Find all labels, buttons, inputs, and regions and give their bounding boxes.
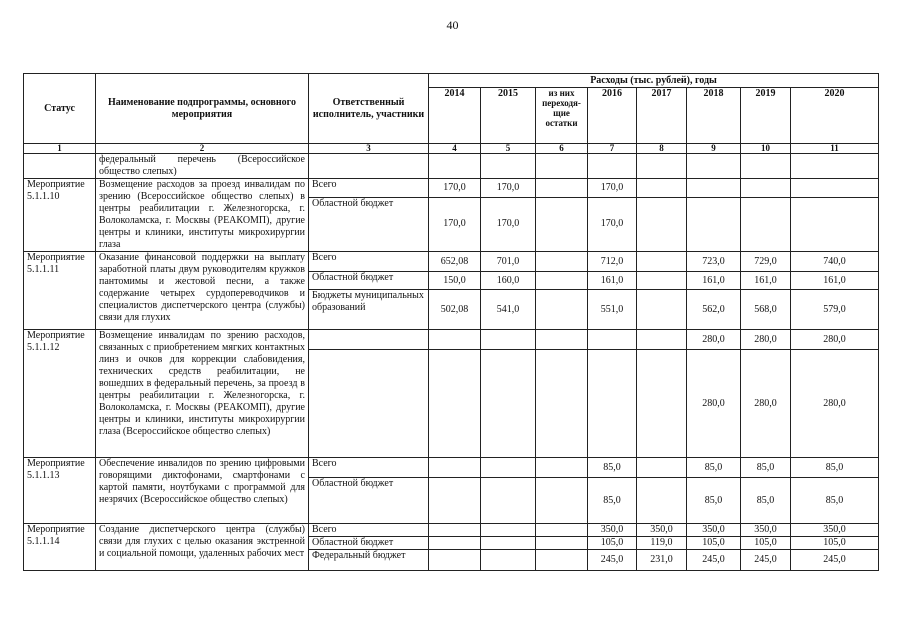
value-cell bbox=[429, 537, 481, 550]
value-cell bbox=[637, 478, 687, 524]
measure-name-cell: федеральный перечень (Всероссийское общество слепых) bbox=[96, 154, 309, 179]
header-year: 2018 bbox=[687, 88, 741, 144]
value-cell: 280,0 bbox=[791, 330, 879, 350]
value-cell bbox=[637, 458, 687, 478]
executor-cell: Областной бюджет bbox=[309, 272, 429, 290]
value-cell bbox=[481, 537, 536, 550]
table-row bbox=[24, 458, 879, 478]
value-cell: 280,0 bbox=[687, 330, 741, 350]
value-cell: 350,0 bbox=[588, 524, 637, 537]
measure-name-cell: Обеспечение инвалидов по зрению цифровыми говорящими диктофонами, смартфонами с картой памяти, ноутбуками с программой для незрячих (Всероссийское общество слепых) bbox=[96, 458, 309, 524]
value-cell: 231,0 bbox=[637, 550, 687, 571]
value-cell: 502,08 bbox=[429, 290, 481, 330]
col-number: 1 bbox=[24, 144, 96, 154]
header-name: Наименование подпрограммы, основного мероприятия bbox=[96, 74, 309, 144]
value-cell: 105,0 bbox=[588, 537, 637, 550]
value-cell: 280,0 bbox=[741, 350, 791, 458]
value-cell: 150,0 bbox=[429, 272, 481, 290]
value-cell: 105,0 bbox=[791, 537, 879, 550]
value-cell: 280,0 bbox=[791, 350, 879, 458]
col-number: 7 bbox=[588, 144, 637, 154]
header-executor: Ответственный исполнитель, участники bbox=[309, 74, 429, 144]
value-cell bbox=[429, 524, 481, 537]
value-cell: 551,0 bbox=[588, 290, 637, 330]
value-cell bbox=[637, 179, 687, 198]
header-year: 2019 bbox=[741, 88, 791, 144]
table-row bbox=[24, 154, 879, 179]
value-cell: 245,0 bbox=[588, 550, 637, 571]
expenses-table bbox=[23, 73, 879, 571]
value-cell: 740,0 bbox=[791, 252, 879, 272]
executor-cell: Всего bbox=[309, 252, 429, 272]
measure-name-cell: Оказание финансовой поддержки на выплату заработной платы двум руководителям кружков пантомимы и жестовой песни, а также содержание четырех сурдопереводчиков и специалистов диспетчерского центра (службы) связи для глухих bbox=[96, 252, 309, 330]
value-cell bbox=[429, 350, 481, 458]
value-cell bbox=[481, 550, 536, 571]
value-cell: 541,0 bbox=[481, 290, 536, 330]
value-cell: 350,0 bbox=[791, 524, 879, 537]
header-year: 2017 bbox=[637, 88, 687, 144]
executor-cell: Федеральный бюджет bbox=[309, 550, 429, 571]
value-cell bbox=[741, 154, 791, 179]
value-cell bbox=[481, 350, 536, 458]
executor-cell: Всего bbox=[309, 458, 429, 478]
col-number: 8 bbox=[637, 144, 687, 154]
value-cell bbox=[536, 252, 588, 272]
header-expenses: Расходы (тыс. рублей), годы bbox=[429, 74, 879, 88]
value-cell bbox=[791, 154, 879, 179]
value-cell bbox=[536, 290, 588, 330]
value-cell: 85,0 bbox=[791, 478, 879, 524]
value-cell bbox=[481, 524, 536, 537]
value-cell: 562,0 bbox=[687, 290, 741, 330]
executor-cell: Областной бюджет bbox=[309, 537, 429, 550]
value-cell bbox=[429, 550, 481, 571]
value-cell: 85,0 bbox=[687, 458, 741, 478]
header-year: 2020 bbox=[791, 88, 879, 144]
value-cell bbox=[637, 154, 687, 179]
value-cell bbox=[536, 350, 588, 458]
value-cell: 161,0 bbox=[791, 272, 879, 290]
value-cell bbox=[481, 154, 536, 179]
value-cell bbox=[429, 330, 481, 350]
value-cell bbox=[481, 330, 536, 350]
value-cell: 85,0 bbox=[791, 458, 879, 478]
value-cell: 85,0 bbox=[741, 478, 791, 524]
value-cell bbox=[687, 179, 741, 198]
status-cell: Мероприятие 5.1.1.13 bbox=[24, 458, 96, 524]
value-cell: 105,0 bbox=[687, 537, 741, 550]
value-cell bbox=[429, 458, 481, 478]
status-cell: Мероприятие 5.1.1.11 bbox=[24, 252, 96, 330]
value-cell bbox=[687, 197, 741, 251]
value-cell: 85,0 bbox=[588, 478, 637, 524]
table-row bbox=[24, 330, 879, 350]
value-cell bbox=[536, 330, 588, 350]
value-cell bbox=[481, 458, 536, 478]
measure-name-cell: Создание диспетчерского центра (службы) связи для глухих с целью оказания экстренной и социальной помощи, удаленных рабочих мест bbox=[96, 524, 309, 571]
measure-name-cell: Возмещение расходов за проезд инвалидам по зрению (Всероссийское общество слепых) в центры реабилитации г. Железногорска, г. Волоколамска, г. Москвы (РЕАКОМП), другие центры и клиники, институты микрохирургии глаза bbox=[96, 179, 309, 252]
status-cell: Мероприятие 5.1.1.10 bbox=[24, 179, 96, 252]
value-cell bbox=[791, 179, 879, 198]
value-cell: 85,0 bbox=[741, 458, 791, 478]
value-cell: 245,0 bbox=[791, 550, 879, 571]
value-cell bbox=[536, 537, 588, 550]
status-cell: Мероприятие 5.1.1.14 bbox=[24, 524, 96, 571]
value-cell bbox=[741, 179, 791, 198]
value-cell: 280,0 bbox=[687, 350, 741, 458]
header-year: 2015 bbox=[481, 88, 536, 144]
value-cell bbox=[429, 478, 481, 524]
table-row bbox=[24, 179, 879, 198]
value-cell bbox=[637, 272, 687, 290]
header-year: 2016 bbox=[588, 88, 637, 144]
value-cell: 85,0 bbox=[588, 458, 637, 478]
value-cell bbox=[536, 197, 588, 251]
value-cell bbox=[536, 179, 588, 198]
value-cell bbox=[536, 154, 588, 179]
value-cell: 170,0 bbox=[481, 197, 536, 251]
col-number: 2 bbox=[96, 144, 309, 154]
table-header bbox=[24, 74, 879, 154]
status-cell bbox=[24, 154, 96, 179]
value-cell: 350,0 bbox=[637, 524, 687, 537]
value-cell: 170,0 bbox=[588, 179, 637, 198]
value-cell: 245,0 bbox=[687, 550, 741, 571]
value-cell bbox=[588, 330, 637, 350]
value-cell: 701,0 bbox=[481, 252, 536, 272]
value-cell bbox=[536, 524, 588, 537]
value-cell bbox=[536, 458, 588, 478]
value-cell: 170,0 bbox=[588, 197, 637, 251]
page-number: 40 bbox=[446, 18, 459, 32]
value-cell bbox=[687, 154, 741, 179]
value-cell: 160,0 bbox=[481, 272, 536, 290]
value-cell bbox=[588, 350, 637, 458]
executor-cell: Областной бюджет bbox=[309, 478, 429, 524]
col-number: 5 bbox=[481, 144, 536, 154]
executor-cell: Всего bbox=[309, 524, 429, 537]
value-cell bbox=[481, 478, 536, 524]
value-cell bbox=[741, 197, 791, 251]
col-number: 9 bbox=[687, 144, 741, 154]
value-cell: 350,0 bbox=[687, 524, 741, 537]
value-cell bbox=[637, 252, 687, 272]
executor-cell: Областной бюджет bbox=[309, 197, 429, 251]
value-cell: 712,0 bbox=[588, 252, 637, 272]
value-cell bbox=[429, 154, 481, 179]
value-cell: 280,0 bbox=[741, 330, 791, 350]
value-cell: 170,0 bbox=[429, 197, 481, 251]
value-cell: 723,0 bbox=[687, 252, 741, 272]
executor-cell bbox=[309, 154, 429, 179]
value-cell: 579,0 bbox=[791, 290, 879, 330]
header-carryover: из них переходя-щие остатки bbox=[536, 88, 588, 144]
value-cell: 161,0 bbox=[588, 272, 637, 290]
table-row bbox=[24, 524, 879, 537]
value-cell bbox=[637, 290, 687, 330]
value-cell bbox=[637, 330, 687, 350]
value-cell: 161,0 bbox=[741, 272, 791, 290]
col-number: 4 bbox=[429, 144, 481, 154]
col-number: 10 bbox=[741, 144, 791, 154]
executor-cell bbox=[309, 330, 429, 350]
value-cell: 85,0 bbox=[687, 478, 741, 524]
status-cell: Мероприятие 5.1.1.12 bbox=[24, 330, 96, 458]
header-year: 2014 bbox=[429, 88, 481, 144]
col-number: 3 bbox=[309, 144, 429, 154]
value-cell: 245,0 bbox=[741, 550, 791, 571]
table-row bbox=[24, 252, 879, 272]
value-cell: 170,0 bbox=[481, 179, 536, 198]
value-cell: 350,0 bbox=[741, 524, 791, 537]
value-cell: 105,0 bbox=[741, 537, 791, 550]
value-cell bbox=[588, 154, 637, 179]
value-cell: 729,0 bbox=[741, 252, 791, 272]
value-cell bbox=[536, 478, 588, 524]
col-number: 11 bbox=[791, 144, 879, 154]
measure-name-cell: Возмещение инвалидам по зрению расходов, связанных с приобретением мягких контактных линз и очков для коррекции слабовидения, технических средств реабилитации, не вошедших в федеральный перечень, за проезд в центры реабилитации г. Железногорска, г. Волоколамска, г. Москвы (РЕАКОМП), другие центры и клиники, институты микрохирургии глаза (Всероссийское общество слепых) bbox=[96, 330, 309, 458]
col-number: 6 bbox=[536, 144, 588, 154]
value-cell bbox=[637, 197, 687, 251]
value-cell: 161,0 bbox=[687, 272, 741, 290]
table-body bbox=[24, 154, 879, 571]
executor-cell bbox=[309, 350, 429, 458]
executor-cell: Бюджеты муниципальных образований bbox=[309, 290, 429, 330]
value-cell bbox=[637, 350, 687, 458]
value-cell bbox=[536, 272, 588, 290]
value-cell: 652,08 bbox=[429, 252, 481, 272]
value-cell: 170,0 bbox=[429, 179, 481, 198]
value-cell: 568,0 bbox=[741, 290, 791, 330]
executor-cell: Всего bbox=[309, 179, 429, 198]
value-cell bbox=[791, 197, 879, 251]
value-cell: 119,0 bbox=[637, 537, 687, 550]
value-cell bbox=[536, 550, 588, 571]
header-status: Статус bbox=[24, 74, 96, 144]
